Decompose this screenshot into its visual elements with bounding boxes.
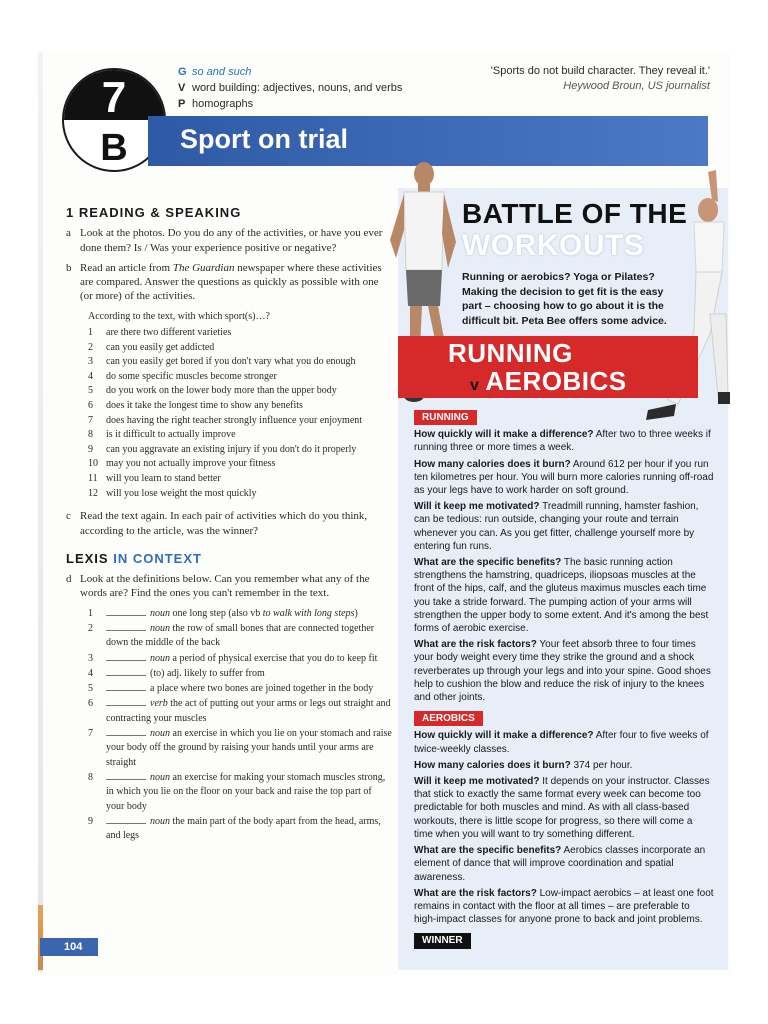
article-body [414,410,714,952]
qa-paragraph [414,759,714,772]
question-text: are there two different varieties [106,327,232,339]
qa-paragraph [414,500,714,553]
exercise-column [66,206,392,844]
definition-item [88,727,392,770]
question-number: 7 [88,414,93,426]
definition-list [88,607,392,844]
question-number: 1 [88,327,93,339]
page-title: Sport on trial [180,124,348,154]
qa-paragraph [414,887,714,927]
article-intro: Running or aerobics? Yoga or Pilates? Making the decision to get fit is the easy part – choosing how to go about it is the difficult bit. Peta Bee offers some advice. [462,271,667,327]
definition-text: one long step (also vb [172,607,263,619]
versus-banner [398,336,698,398]
definition-number: 8 [88,771,93,783]
questions-intro: According to the text, with which sport(s)…? [88,310,270,322]
qa-answer: Aerobics classes incorporate an element of dance that will improve coordination and spatial awareness. [414,845,706,883]
exercise-a [66,226,392,255]
question-text: do you work on the lower body more than the upper body [106,385,337,397]
qa-question: How many calories does it burn? [414,759,571,771]
definition-item [88,771,392,814]
answer-blank [106,682,146,691]
question-number: 3 [88,356,93,368]
definition-item [88,652,392,666]
qa-question: What are the risk factors? [414,887,537,899]
part-of-speech: noun [150,728,170,740]
question-number: 11 [88,473,98,485]
definition-number: 2 [88,622,93,634]
qa-question: How many calories does it burn? [414,458,571,470]
definition-body [106,607,358,621]
definition-text: the row of small bones that are connected together down the middle of the back [106,622,375,649]
definition-number: 4 [88,667,93,679]
qa-answer: Around 612 per hour if you run ten kilometres per hour. You will burn more calories running off-road as your legs have to work harder on soft ground. [414,458,714,497]
qa-answer: Low-impact aerobics – at least one foot remains in contact with the floor at all times – are preferable to high-impact classes for anyone prone to back and joint problems. [414,887,714,926]
lesson-focus [178,64,402,112]
qa-question: What are the specific benefits? [414,557,562,569]
text-part: newspaper where these activities are compared. Answer the questions as quickly as possible with one (or more) of the activities. [80,261,382,303]
lexis-heading-a: LEXIS [66,550,109,566]
focus-key: G [178,66,187,78]
running-section [414,428,714,704]
qa-question: What are the specific benefits? [414,845,562,857]
qa-answer: After four to five weeks of twice-weekly classes. [414,730,709,755]
versus-top: RUNNING [448,338,573,368]
question-item [88,384,392,399]
question-number: 12 [88,487,98,499]
unit-number: 7 [101,73,127,122]
definition-body [106,622,392,651]
question-item [88,341,392,356]
exercise-c [66,509,392,538]
exercise-b [66,261,392,304]
definition-body [106,727,392,770]
page-number: 104 [40,938,98,956]
aerobics-section [414,729,714,926]
definition-body [106,771,392,814]
part-of-speech: noun [150,607,170,619]
qa-paragraph [414,428,714,454]
definition-text: a period of physical exercise that you do to keep fit [172,652,378,664]
definition-number: 6 [88,698,93,710]
versus-v: v [470,377,480,394]
qa-answer: Your feet absorb three to four times your body weight every time they strike the ground and a shock reverberates up through your legs and into your spine. Good shoes help to cushion the blow and reduce the risk of injury to the knees and other joints. [414,639,711,704]
question-item [88,428,392,443]
answer-blank [106,815,146,824]
part-of-speech: noun [150,622,170,634]
qa-question: What are the risk factors? [414,639,537,651]
source-name: The Guardian [172,261,235,274]
focus-pronunciation [178,96,402,112]
definition-body [106,667,265,681]
question-item [88,326,392,341]
definition-number: 1 [88,607,93,619]
question-item [88,487,392,502]
definition-body [106,682,373,696]
quote-text: 'Sports do not build character. They reveal it.' [490,65,710,77]
question-item [88,370,392,385]
definition-body [106,815,392,844]
definition-number: 3 [88,652,93,664]
exercise-text: Look at the definitions below. Can you remember what any of the words are? Find the ones you can't remember in the text. [80,573,370,600]
qa-paragraph [414,844,714,884]
answer-blank [106,607,146,616]
page-edge [38,52,43,972]
article-title-line1: BATTLE OF THE [462,198,688,229]
qa-paragraph [414,638,714,704]
qa-answer: Treadmill running, hamster fashion, can be tedious: run outside, changing your route and terrain whenever you can. As you get fitter, challenge yourself more by entering fun runs. [414,501,699,552]
definition-text: a place where two bones are joined together in the body [150,683,374,695]
qa-paragraph [414,556,714,635]
definition-number: 9 [88,815,93,827]
article-title-line2: WORKOUTS [462,229,645,262]
part-of-speech: verb [150,698,168,710]
qa-answer: It depends on your instructor. Classes that stick to exactly the same format every week can become too predictable for both muscles and mind. As with all class-based workouts, there is little scope for progress, so there will come a time when you will want to try something different. [414,776,710,840]
answer-blank [106,667,146,676]
running-tag: RUNNING [414,410,477,425]
definition-text: an exercise in which you lie on your stomach and raise your body off the ground by raising your hands until your arms are straight [106,728,392,768]
versus-bottom-row [470,366,627,397]
answer-blank [106,771,146,780]
answer-blank [106,697,146,706]
question-number: 2 [88,341,93,353]
definition-item [88,815,392,844]
qa-paragraph [414,729,714,755]
focus-value: so and such [192,66,252,78]
exercise-text: Look at the photos. Do you do any of the activities, or have you ever done them? Is / Was your experience positive or negative? [80,227,383,254]
question-item [88,472,392,487]
definition-text: the act of putting out your arms or legs out straight and contracting your muscles [106,698,391,724]
question-text: may you not actually improve your fitness [106,458,276,470]
focus-key: P [178,98,186,110]
definition-example: to walk with long steps [262,607,355,619]
title-bar [148,116,708,166]
definition-item [88,697,392,726]
answer-blank [106,727,146,736]
focus-key: V [178,82,186,94]
quote [491,64,710,94]
definition-text: the main part of the body apart from the head, arms, and legs [106,815,381,842]
exercise-text: Read the text again. In each pair of activities which do you think, according to the article, was the winner? [80,510,368,537]
question-item [88,414,392,429]
qa-paragraph [414,458,714,498]
focus-grammar [178,64,402,80]
winner-tag: WINNER [414,933,471,948]
question-number: 4 [88,370,93,382]
question-number: 5 [88,385,93,397]
question-item [88,355,392,370]
exercise-label: a [66,227,71,240]
definition-text: an exercise for making your stomach muscles strong, in which you lie on the floor on your back and raise the top part of your body [106,771,386,812]
exercise-label: d [66,573,72,586]
question-text: will you learn to stand better [106,473,221,485]
exercise-label: b [66,261,72,274]
qa-paragraph [414,775,714,841]
question-text: does having the right teacher strongly influence your enjoyment [106,414,363,426]
question-number: 10 [88,458,98,470]
question-text: can you easily get addicted [106,341,215,353]
qa-answer: The basic running action strengthens the hamstring, quadriceps, iliopsoas muscles at the front of the hips, calf, and the gluteus maximus muscles each time you take a stride forward. The pumping action of your arms will strengthen the upper body to some extent. And it's among the best forms of aerobic exercise. [414,557,709,635]
definition-body [106,652,377,666]
versus-bottom: AEROBICS [485,366,627,396]
question-text: can you aggravate an existing injury if you don't do it properly [106,443,357,455]
question-number: 6 [88,400,93,412]
qa-answer: 374 per hour. [570,759,633,771]
exercise-d [66,572,392,601]
answer-blank [106,622,146,631]
focus-value: word building: adjectives, nouns, and verbs [192,82,403,94]
lexis-heading-b: IN CONTEXT [113,550,202,566]
question-number: 8 [88,429,93,441]
focus-value: homographs [192,98,254,110]
question-text: can you easily get bored if you don't vary what you do enough [106,356,356,368]
question-item [88,443,392,458]
question-text: will you lose weight the most quickly [106,487,257,499]
exercise-text [80,261,392,304]
exercise-label: c [66,510,71,523]
lexis-heading [66,552,392,566]
focus-vocabulary [178,80,402,96]
part-of-speech: noun [150,771,170,783]
quote-author: Heywood Broun, US journalist [563,80,710,92]
definition-item [88,682,392,696]
aerobics-tag: AEROBICS [414,711,483,726]
part-of-speech: noun [150,652,170,664]
question-number: 9 [88,443,93,455]
reading-heading: 1 READING & SPEAKING [66,205,242,220]
question-item [88,457,392,472]
definition-number: 7 [88,728,93,740]
definition-item [88,607,392,621]
definition-body [106,697,392,726]
part-of-speech: noun [150,815,170,827]
question-item [88,399,392,414]
qa-question: Will it keep me motivated? [414,776,540,788]
definition-text: ) [354,607,358,619]
question-list [88,326,392,501]
definition-number: 5 [88,683,93,695]
definition-item [88,622,392,651]
unit-letter: B [100,127,128,169]
definition-item [88,667,392,681]
article-title [462,198,687,262]
question-text: does it take the longest time to show any benefits [106,400,303,412]
question-text: do some specific muscles become stronger [106,370,277,382]
qa-question: How quickly will it make a difference? [414,429,594,441]
qa-answer: After two to three weeks if running three or more times a week. [414,429,711,454]
definition-text: (to) adj. likely to suffer from [150,667,265,679]
question-text: is it difficult to actually improve [106,429,236,441]
qa-question: How quickly will it make a difference? [414,730,594,742]
qa-question: Will it keep me motivated? [414,501,540,513]
text-part: Read an article from [80,261,173,274]
answer-blank [106,652,146,661]
